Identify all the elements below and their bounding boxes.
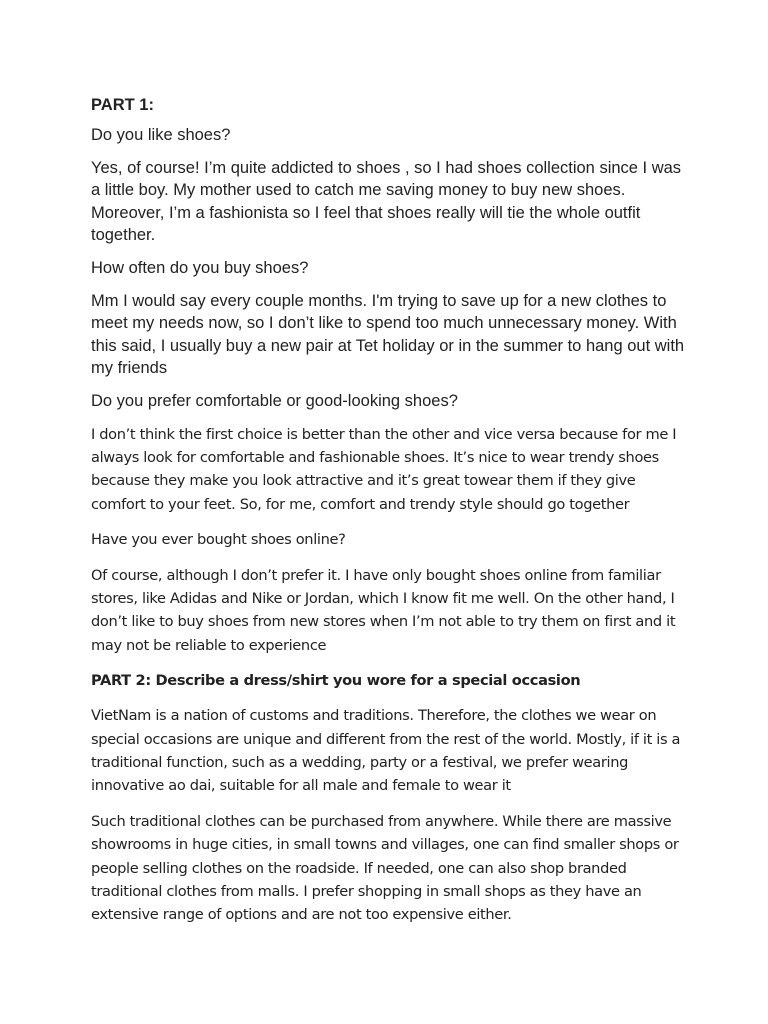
question-like-shoes: Do you like shoes? [91, 126, 231, 144]
part2-paragraph-customs: VietNam is a nation of customs and traditions. Therefore, the clothes we wear on special occasions are unique and different from the rest of the world. Mostly, if it is a traditional function, such as a wedding, party or a festival, we prefer wearing innovative ao dai, suitable for all male and female to wear it [91, 707, 681, 795]
answer-comfortable-or-good-looking: I don’t think the first choice is better than the other and vice versa because for me I always look for comfortable and fashionable shoes. It’s nice to wear trendy shoes because they make you look attractive and it’s great towear them if they give comfort to your feet. So, for me, comfort and trendy style should go together [91, 425, 677, 513]
question-comfortable-or-good-looking: Do you prefer comfortable or good-looking shoes? [91, 391, 458, 410]
part1-heading: PART 1: [91, 96, 154, 114]
part2-heading: PART 2: Describe a dress/shirt you wore for a special occasion [91, 672, 581, 690]
part2-paragraph-shopping: Such traditional clothes can be purchased from anywhere. While there are massive showrooms in huge cities, in small towns and villages, one can find smaller shops or people selling clothes on the roadside. If needed, one can also shop branded traditional clothes from malls. I prefer shopping in small shops as they have an extensive range of options and are not too expensive either. [91, 812, 679, 924]
question-bought-online: Have you ever bought shoes online? [91, 531, 346, 549]
answer-like-shoes: Yes, of course! I’m quite addicted to shoes , so I had shoes collection since I was a little boy. My mother used to catch me saving money to buy new shoes. Moreover, I’m a fashionista so I feel that shoes really will tie the whole outfit together. [91, 158, 682, 245]
answer-how-often: Mm I would say every couple months. I'm trying to save up for a new clothes to meet my needs now, so I don’t like to spend too much unnecessary money. With this said, I usually buy a new pair at Tet holiday or in the summer to hang out with my friends [91, 291, 685, 378]
question-how-often: How often do you buy shoes? [91, 258, 309, 277]
document-page [91, 94, 691, 939]
answer-bought-online: Of course, although I don’t prefer it. I have only bought shoes online from familiar stores, like Adidas and Nike or Jordan, which I know fit me well. On the other hand, I don’t like to buy shoes from new stores when I’m not able to try them on first and it may not be reliable to experience [91, 566, 676, 654]
